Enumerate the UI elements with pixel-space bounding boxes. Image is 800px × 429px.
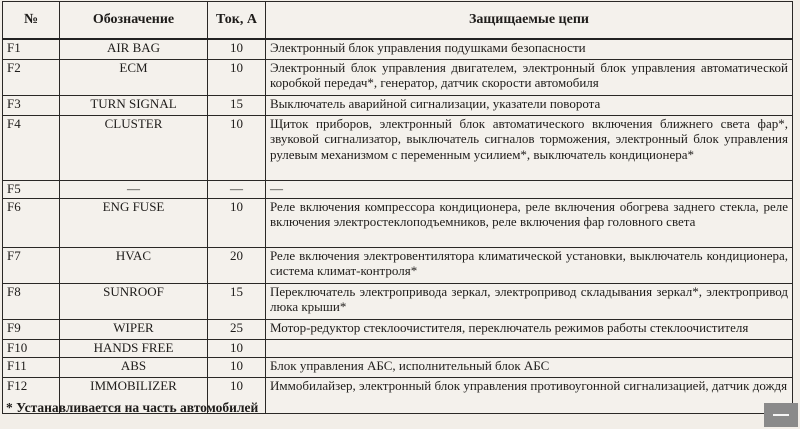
fuse-current: 10 (208, 115, 266, 180)
table-row (3, 247, 793, 283)
fuse-circuits: Щиток приборов, электронный блок автоматического включения ближнего света фар*, звуковой сигнализатор, выключатель сигналов торможения, электронный блок управления рулевым механизмом с переменным усилием*, выключатель кондиционера* (266, 115, 793, 180)
header-current: Ток, А (208, 2, 266, 40)
fuse-circuits: Блок управления АБС, исполнительный блок АБС (266, 357, 793, 377)
table-row (3, 283, 793, 319)
fuse-circuits: Иммобилайзер, электронный блок управления противоугонной сигнализацией, датчик дождя (266, 377, 793, 413)
fuse-number: F6 (3, 198, 60, 247)
table-row (3, 319, 793, 339)
fuse-designation: TURN SIGNAL (60, 95, 208, 115)
fuse-circuits (266, 339, 793, 357)
minus-icon (773, 414, 789, 416)
fuse-number: F10 (3, 339, 60, 357)
fuse-designation: ECM (60, 59, 208, 95)
fuse-number: F3 (3, 95, 60, 115)
fuse-table (2, 1, 793, 414)
fuse-designation: IMMOBILIZER (60, 377, 208, 413)
table-row (3, 59, 793, 95)
fuse-number: F2 (3, 59, 60, 95)
fuse-circuits: Электронный блок управления подушками безопасности (266, 39, 793, 59)
fuse-current: 25 (208, 319, 266, 339)
fuse-number: F1 (3, 39, 60, 59)
fuse-current: 10 (208, 357, 266, 377)
header-designation: Обозначение (60, 2, 208, 40)
fuse-designation: HANDS FREE (60, 339, 208, 357)
table-row (3, 357, 793, 377)
fuse-designation: ABS (60, 357, 208, 377)
table-row (3, 198, 793, 247)
fuse-designation: SUNROOF (60, 283, 208, 319)
table-row (3, 339, 793, 357)
fuse-designation: AIR BAG (60, 39, 208, 59)
fuse-number: F5 (3, 180, 60, 198)
fuse-circuits: Выключатель аварийной сигнализации, указатели поворота (266, 95, 793, 115)
fuse-designation: WIPER (60, 319, 208, 339)
fuse-number: F9 (3, 319, 60, 339)
fuse-designation: — (60, 180, 208, 198)
fuse-circuits: Мотор-редуктор стеклоочистителя, переключатель режимов работы стеклоочистителя (266, 319, 793, 339)
fuse-current: 10 (208, 39, 266, 59)
fuse-circuits: Реле включения компрессора кондиционера, реле включения обогрева заднего стекла, реле включения электростеклоподъемников, реле включения фар головного света (266, 198, 793, 247)
fuse-current: — (208, 180, 266, 198)
table-row (3, 39, 793, 59)
table-row (3, 95, 793, 115)
fuse-circuits: — (266, 180, 793, 198)
fuse-current: 10 (208, 339, 266, 357)
fuse-designation: ENG FUSE (60, 198, 208, 247)
header-number: № (3, 2, 60, 40)
fuse-circuits: Реле включения электровентилятора климатической установки, выключатель кондиционера, система климат-контроля* (266, 247, 793, 283)
fuse-current: 15 (208, 95, 266, 115)
fuse-number: F11 (3, 357, 60, 377)
fuse-circuits: Переключатель электропривода зеркал, электропривод складывания зеркал*, электропривод люка крыши* (266, 283, 793, 319)
fuse-current: 10 (208, 198, 266, 247)
fuse-current: 15 (208, 283, 266, 319)
fuse-number: F4 (3, 115, 60, 180)
table-row (3, 180, 793, 198)
table-row (3, 115, 793, 180)
fuse-number: F7 (3, 247, 60, 283)
table-header-row (3, 2, 793, 40)
fuse-current: 10 (208, 59, 266, 95)
footnote: * Устанавливается на часть автомобилей (6, 400, 259, 415)
header-circuits: Защищаемые цепи (266, 2, 793, 40)
collapse-button[interactable] (764, 403, 798, 427)
fuse-current: 20 (208, 247, 266, 283)
fuse-designation: HVAC (60, 247, 208, 283)
fuse-number: F8 (3, 283, 60, 319)
fuse-current: 10 (208, 377, 266, 413)
fuse-circuits: Электронный блок управления двигателем, электронный блок управления автоматической коробкой передач*, генератор, датчик скорости автомобиля (266, 59, 793, 95)
fuse-number: F12 (3, 377, 60, 413)
fuse-designation: CLUSTER (60, 115, 208, 180)
